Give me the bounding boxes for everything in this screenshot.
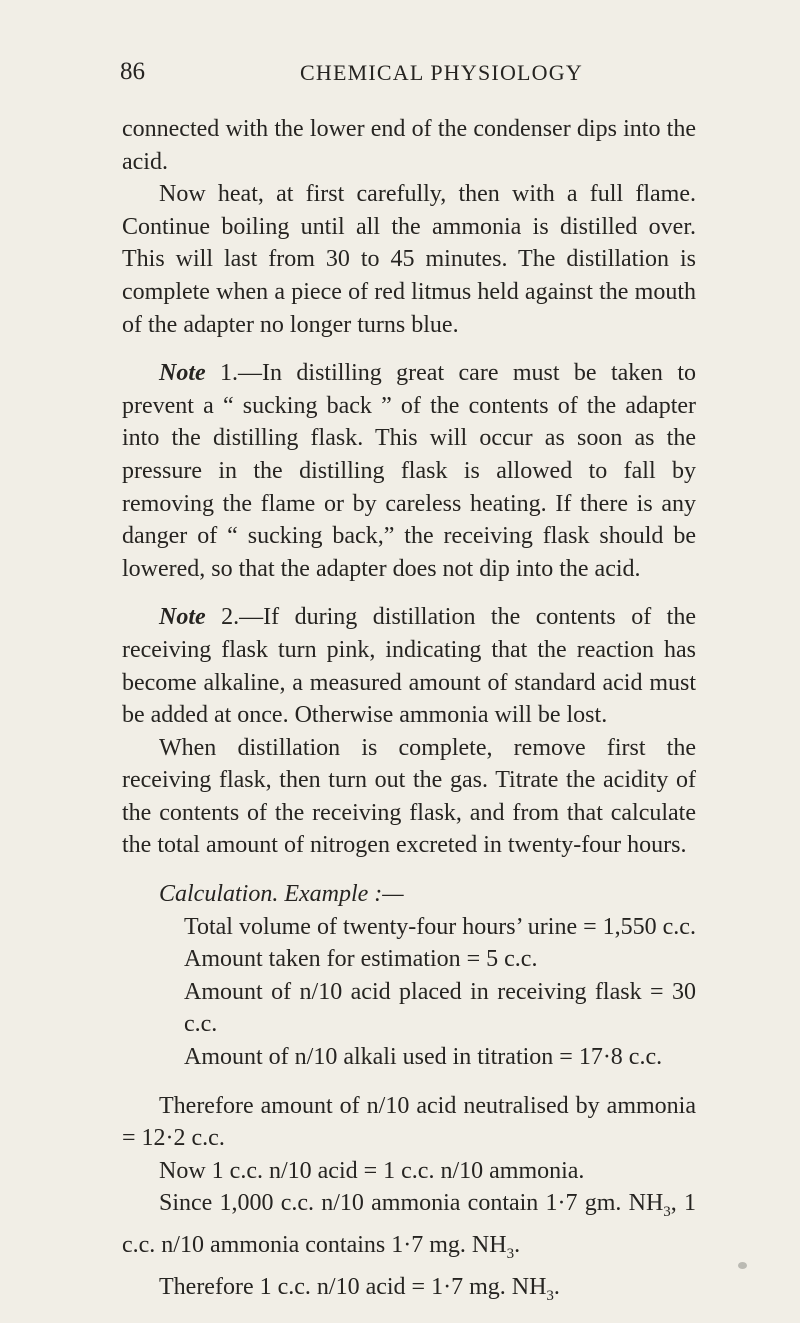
- paragraph-completion: When distillation is complete, remove first the receiving flask, then turn out the gas. Titrate the acidity of the contents of the receiving flask, and from that calculate the total amount of nitrogen excreted in twenty-four hours.: [122, 734, 696, 859]
- paragraph-heating: Now heat, at first carefully, then with a full flame. Continue boiling until all the ammonia is distilled over. This will last from 30 to 45 minutes. The distillation is complete when a piece of red litmus held against the mouth of the adapter no longer turns blue.: [122, 181, 696, 338]
- ink-smudge: [738, 1262, 747, 1269]
- conclusion-final-main: Therefore 1 c.c. n/10 acid = 1·7 mg. NH: [159, 1273, 547, 1300]
- conclusion-since-main: Since 1,000 c.c. n/10 ammonia contain 1·7 gm. NH: [159, 1190, 664, 1217]
- page-body: [122, 113, 696, 1312]
- conclusion-since-subscript: 3: [663, 1204, 671, 1221]
- calculation-line-amount-taken: Amount taken for estimation = 5 c.c.: [184, 946, 538, 973]
- calculation-line-alkali-used: Amount of n/10 alkali used in titration = 17·8 c.c.: [184, 1044, 663, 1071]
- paragraph-continuation: connected with the lower end of the condenser dips into the acid.: [122, 116, 696, 175]
- conclusion-therefore: Therefore amount of n/10 acid neutralised by ammonia = 12·2 c.c.: [122, 1092, 696, 1152]
- conclusion-final-end: .: [553, 1273, 560, 1300]
- note-1-label: Note: [159, 360, 206, 387]
- note-1-paragraph: [122, 357, 696, 585]
- running-title: CHEMICAL PHYSIOLOGY: [300, 60, 583, 85]
- page-header: [120, 58, 700, 92]
- conclusion-final: [122, 1271, 696, 1313]
- calculation-heading: Calculation. Example :—: [159, 881, 404, 908]
- note-2-label: Note: [159, 604, 206, 631]
- calculation-line-acid-placed: Amount of n/10 acid placed in receiving flask = 30 c.c.: [184, 978, 696, 1038]
- conclusion-final-subscript: 3: [546, 1287, 554, 1304]
- note-2-number: 2.: [221, 604, 240, 631]
- conclusion-since-tail: , 1 c.c. n/10 ammonia contains 1·7 mg. NH: [122, 1190, 696, 1258]
- calculation-line-total-volume: Total volume of twenty-four hours’ urine = 1,550 c.c.: [184, 913, 696, 940]
- conclusion-since-tail-subscript: 3: [506, 1246, 515, 1262]
- note-1-text: —In distilling great care must be taken to prevent a “ sucking back ” of the contents of the adapter into the distilling flask. This will occur as soon as the pressure in the distilling flask is allowed to fall by removing the flame or by careless heating. If there is any danger of “ sucking back,” the receiving flask should be lowered, so that the adapter does not dip into the acid.: [122, 360, 696, 582]
- conclusion-since-end: .: [514, 1232, 521, 1258]
- note-2-paragraph: [122, 601, 696, 731]
- conclusion-since: [122, 1187, 696, 1270]
- calculation-list: [122, 911, 696, 1074]
- note-2-text: —If during distillation the contents of the receiving flask turn pink, indicating that the reaction has become alkaline, a measured amount of standard acid must be added at once. Otherwise ammonia will be lost.: [122, 604, 697, 729]
- note-1-number: 1.: [220, 360, 239, 387]
- page-number: 86: [120, 58, 145, 85]
- conclusion-now: Now 1 c.c. n/10 acid = 1 c.c. n/10 ammonia.: [159, 1157, 585, 1184]
